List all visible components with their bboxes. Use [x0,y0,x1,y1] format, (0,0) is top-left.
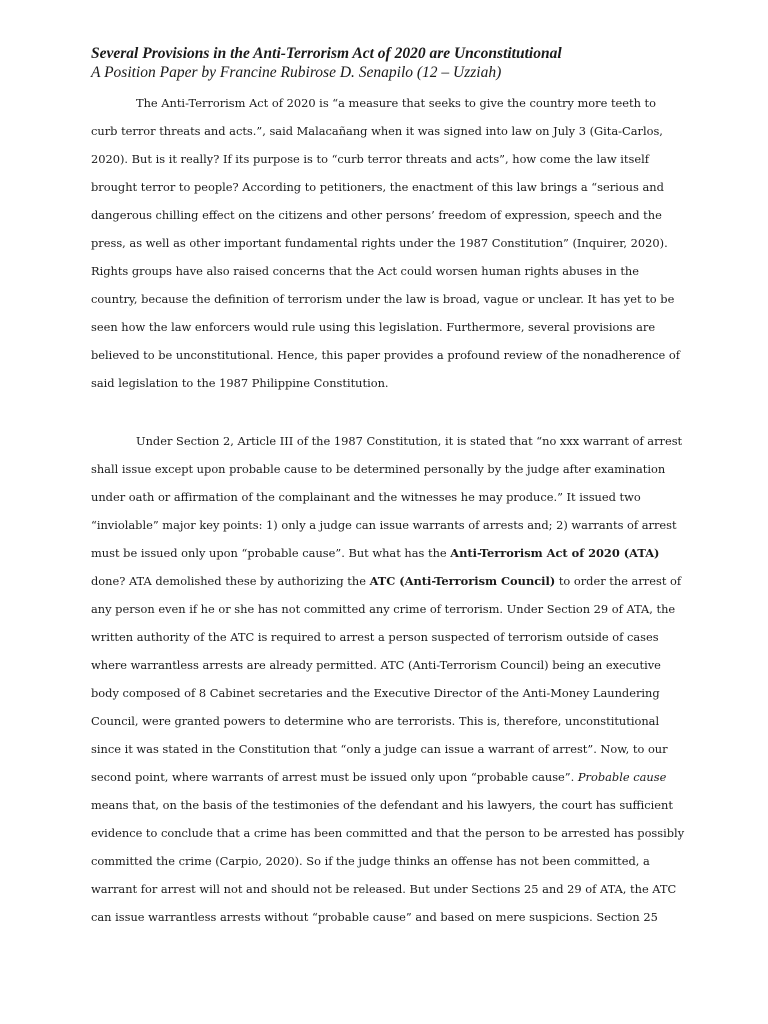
paragraph-line [91,539,691,567]
paragraph-line: The Anti-Terrorism Act of 2020 is “a measure that seeks to give the country more teeth to [136,96,656,110]
paragraph-line: shall issue except upon probable cause to be determined personally by the judge after examination [91,462,666,476]
bold-term-ata: Anti-Terrorism Act of 2020 (ATA) [450,546,660,560]
paragraph-line: under oath or affirmation of the complainant and the witnesses he may produce.” It issued two [91,490,641,504]
paragraph-line: 2020). But is it really? If its purpose is to “curb terror threats and acts”, how come the law itself [91,152,649,166]
paragraph-line: brought terror to people? According to petitioners, the enactment of this law brings a “serious and [91,180,664,194]
paragraph-line: country, because the definition of terrorism under the law is broad, vague or unclear. It has yet to be [91,292,675,306]
line-text: must be issued only upon “probable cause”. But what has the [91,546,451,560]
paragraph-line: body composed of 8 Cabinet secretaries and the Executive Director of the Anti-Money Laundering [91,686,660,700]
paragraph-section-2 [91,427,691,931]
italic-term-probable-cause: Probable cause [577,770,667,784]
paragraph-line: believed to be unconstitutional. Hence, this paper provides a profound review of the nonadherence of [91,348,680,362]
paragraph-line: curb terror threats and acts.”, said Malacañang when it was signed into law on July 3 (Gita-Carlos, [91,124,663,138]
paragraph-intro [91,89,691,397]
paragraph-line: Rights groups have also raised concerns that the Act could worsen human rights abuses in the [91,264,639,278]
document-title: Several Provisions in the Anti-Terrorism Act of 2020 are Unconstitutional [91,45,562,62]
paragraph-line: committed the crime (Carpio, 2020). So if the judge thinks an offense has not been committed, a [91,854,650,868]
paragraph-line: means that, on the basis of the testimonies of the defendant and his lawyers, the court has sufficient [91,798,673,812]
line-text: second point, where warrants of arrest must be issued only upon “probable cause”. [91,770,578,784]
paragraph-line: written authority of the ATC is required to arrest a person suspected of terrorism outside of cases [91,630,659,644]
paragraph-line: where warrantless arrests are already permitted. ATC (Anti-Terrorism Council) being an executive [91,658,661,672]
paragraph-line [91,763,691,791]
paragraph-line: dangerous chilling effect on the citizens and other persons’ freedom of expression, speech and the [91,208,662,222]
line-text: to order the arrest of [555,574,682,588]
paragraph-line: “inviolable” major key points: 1) only a judge can issue warrants of arrests and; 2) warrants of arrest [91,518,677,532]
paragraph-line: said legislation to the 1987 Philippine Constitution. [91,376,389,390]
paragraph-line: any person even if he or she has not committed any crime of terrorism. Under Section 29 of ATA, the [91,602,676,616]
paragraph-line: evidence to conclude that a crime has been committed and that the person to be arrested has possibly [91,826,685,840]
bold-term-atc: ATC (Anti-Terrorism Council) [369,574,556,588]
paragraph-line [91,567,691,595]
paragraph-line: since it was stated in the Constitution that “only a judge can issue a warrant of arrest”. Now, to our [91,742,668,756]
paragraph-line: can issue warrantless arrests without “probable cause” and based on mere suspicions. Section 25 [91,910,658,924]
paragraph-line: press, as well as other important fundamental rights under the 1987 Constitution” (Inquirer, 2020). [91,236,668,250]
document-subtitle: A Position Paper by Francine Rubirose D. Senapilo (12 – Uzziah) [91,64,502,81]
paragraph-line: Under Section 2, Article III of the 1987 Constitution, it is stated that “no xxx warrant of arrest [136,434,683,448]
line-text: done? ATA demolished these by authorizing the [91,574,370,588]
paragraph-line: warrant for arrest will not and should not be released. But under Sections 25 and 29 of ATA, the ATC [91,882,677,896]
paragraph-line: Council, were granted powers to determine who are terrorists. This is, therefore, unconstitutional [91,714,660,728]
paragraph-line: seen how the law enforcers would rule using this legislation. Furthermore, several provisions are [91,320,656,334]
